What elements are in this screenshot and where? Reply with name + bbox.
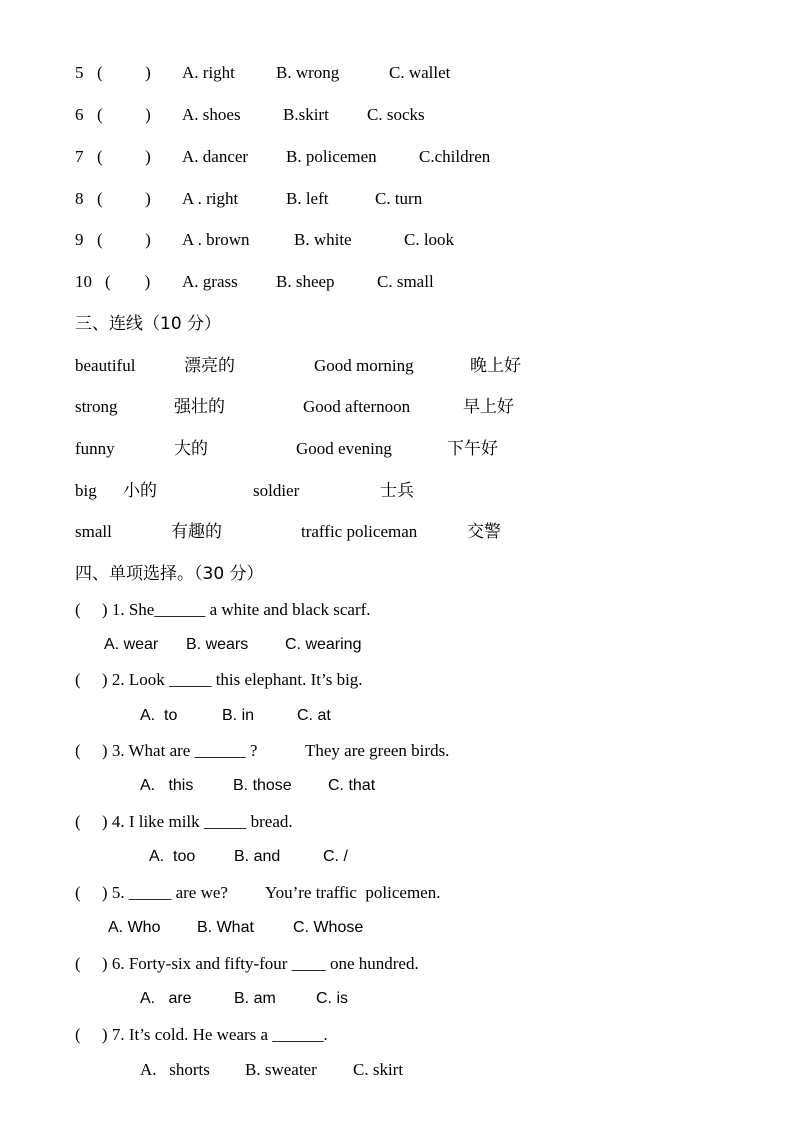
- option-c: C. turn: [375, 189, 423, 208]
- question-number: 7: [75, 147, 84, 166]
- question-number: 10: [75, 272, 92, 291]
- option-b: B. wrong: [276, 63, 340, 82]
- option-b: B. What: [197, 919, 254, 936]
- english-word: small: [75, 522, 112, 541]
- answer-blank: ( ): [97, 63, 151, 82]
- section-heading: 三、连线（10 分）: [75, 314, 222, 334]
- section-heading: 四、单项选择。（30 分）: [75, 564, 264, 584]
- option-b: B. sheep: [276, 272, 335, 291]
- option-a: A. Who: [108, 919, 161, 936]
- question-text: ( ) 5. _____ are we?: [75, 883, 228, 902]
- option-a: A. wear: [104, 636, 159, 653]
- question-text: ( ) 7. It’s cold. He wears a ______.: [75, 1025, 328, 1044]
- english-phrase: Good morning: [314, 356, 414, 375]
- chinese-meaning: 士兵: [380, 481, 414, 501]
- option-a: A . right: [182, 189, 239, 208]
- option-c: C. skirt: [353, 1060, 404, 1079]
- option-a: A. shoes: [182, 105, 241, 124]
- option-a: A. right: [182, 63, 235, 82]
- question-text: ( ) 6. Forty-six and fifty-four ____ one hundred.: [75, 954, 419, 973]
- option-c: C. wallet: [389, 63, 451, 82]
- option-a: A. this: [140, 777, 194, 794]
- option-a: A . brown: [182, 230, 250, 249]
- option-c: C. Whose: [293, 919, 364, 936]
- answer-blank: ( ): [97, 230, 151, 249]
- question-answer-text: You’re traffic policemen.: [265, 883, 441, 902]
- option-b: B. sweater: [245, 1060, 317, 1079]
- question-text: ( ) 1. She______ a white and black scarf.: [75, 600, 371, 619]
- option-a: A. grass: [182, 272, 238, 291]
- option-b: B. those: [233, 777, 292, 794]
- chinese-meaning: 有趣的: [171, 522, 222, 542]
- question-number: 5: [75, 63, 84, 82]
- option-b: B. and: [234, 848, 281, 865]
- option-a: A. dancer: [182, 147, 249, 166]
- chinese-meaning: 晚上好: [470, 356, 521, 376]
- chinese-meaning: 下午好: [447, 439, 498, 459]
- option-c: C. socks: [367, 105, 425, 124]
- english-word: big: [75, 481, 97, 500]
- english-word: funny: [75, 439, 115, 458]
- option-a: A. are: [140, 990, 192, 1007]
- option-c: C. that: [328, 777, 376, 794]
- question-answer-text: They are green birds.: [305, 741, 450, 760]
- option-b: B. wears: [186, 636, 249, 653]
- chinese-meaning: 早上好: [463, 397, 514, 417]
- chinese-meaning: 大的: [174, 439, 208, 459]
- option-b: B.skirt: [283, 105, 329, 124]
- question-number: 8: [75, 189, 84, 208]
- option-b: B. policemen: [286, 147, 377, 166]
- option-c: C. at: [297, 707, 331, 724]
- question-text: ( ) 4. I like milk _____ bread.: [75, 812, 293, 831]
- english-phrase: traffic policeman: [301, 522, 418, 541]
- english-phrase: soldier: [253, 481, 300, 500]
- option-a: A. too: [149, 848, 196, 865]
- option-a: A. shorts: [140, 1060, 210, 1079]
- option-c: C. wearing: [285, 636, 362, 653]
- question-number: 6: [75, 105, 84, 124]
- option-b: B. in: [222, 707, 255, 724]
- chinese-meaning: 小的: [123, 481, 157, 501]
- option-b: B. left: [286, 189, 329, 208]
- question-text: ( ) 3. What are ______ ?: [75, 741, 258, 760]
- option-c: C.children: [419, 147, 491, 166]
- answer-blank: ( ): [97, 189, 151, 208]
- option-b: B. am: [234, 990, 276, 1007]
- option-c: C. look: [404, 230, 455, 249]
- answer-blank: ( ): [97, 147, 151, 166]
- option-c: C. is: [316, 990, 348, 1007]
- english-word: strong: [75, 397, 118, 416]
- english-phrase: Good afternoon: [303, 397, 411, 416]
- chinese-meaning: 交警: [467, 522, 501, 542]
- option-b: B. white: [294, 230, 352, 249]
- question-number: 9: [75, 230, 84, 249]
- option-c: C. small: [377, 272, 434, 291]
- question-text: ( ) 2. Look _____ this elephant. It’s big.: [75, 670, 363, 689]
- answer-blank: ( ): [105, 272, 151, 291]
- answer-blank: ( ): [97, 105, 151, 124]
- chinese-meaning: 强壮的: [174, 397, 225, 417]
- option-c: C. /: [323, 848, 348, 865]
- english-word: beautiful: [75, 356, 136, 375]
- option-a: A. to: [140, 707, 178, 724]
- chinese-meaning: 漂亮的: [184, 356, 235, 376]
- english-phrase: Good evening: [296, 439, 392, 458]
